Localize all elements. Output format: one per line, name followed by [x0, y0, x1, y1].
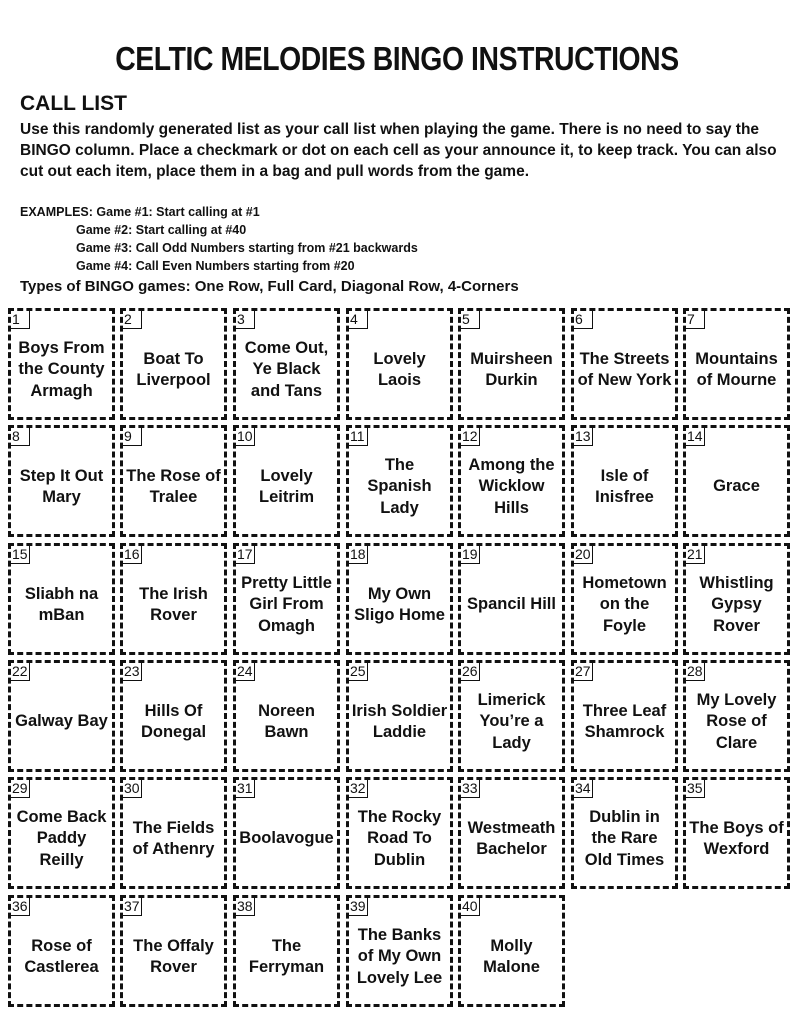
call-cell: [120, 777, 227, 889]
song-title: Sliabh na mBan: [24, 584, 99, 624]
song-title: The Banks of My Own Lovely Lee: [356, 925, 443, 987]
call-cell: [683, 777, 790, 889]
cell-number: 32: [349, 780, 368, 798]
song-title: Hometown on the Foyle: [582, 573, 667, 635]
song-title: The Offaly Rover: [133, 936, 214, 976]
call-cell: [233, 543, 340, 655]
song-title: Whistling Gypsy Rover: [699, 573, 774, 635]
call-cell: [458, 425, 565, 537]
call-cell: [120, 895, 227, 1007]
song-title: The Rocky Road To Dublin: [357, 807, 442, 869]
examples-block: [20, 203, 418, 275]
call-cell: [233, 895, 340, 1007]
section-heading: CALL LIST: [20, 92, 127, 115]
song-title: Dublin in the Rare Old Times: [584, 807, 665, 869]
song-title: Limerick You’re a Lady: [477, 690, 546, 752]
call-cell: [458, 660, 565, 772]
cell-number: 4: [349, 311, 368, 329]
cell-number: 6: [574, 311, 593, 329]
cell-number: 38: [236, 898, 255, 916]
cell-number: 26: [461, 663, 480, 681]
call-cell: [458, 895, 565, 1007]
call-cell: [8, 425, 115, 537]
song-title: Galway Bay: [15, 712, 108, 731]
song-title: Come Back Paddy Reilly: [16, 807, 107, 869]
cell-number: 18: [349, 546, 368, 564]
example-text: Game #1: Start calling at #1: [96, 205, 260, 219]
song-title: The Fields of Athenry: [132, 818, 215, 858]
cell-number: 40: [461, 898, 480, 916]
page-title: CELTIC MELODIES BINGO INSTRUCTIONS: [115, 40, 679, 77]
call-cell: [683, 425, 790, 537]
song-title: Rose of Castlerea: [24, 936, 99, 976]
call-cell: [120, 543, 227, 655]
cell-number: 36: [11, 898, 30, 916]
intro-paragraph: Use this randomly generated list as your call list when playing the game. There is no need to say the BINGO column. Place a checkmark or dot on each cell as your announce it, to keep track. You can also cut out each item, place them in a bag and pull words from the game.: [20, 121, 777, 180]
song-title: Grace: [713, 477, 760, 496]
call-cell: [120, 660, 227, 772]
song-title: My Lovely Rose of Clare: [696, 690, 777, 752]
example-row-3: Game #3: Call Odd Numbers starting from #21 backwards: [76, 241, 418, 255]
call-cell: [458, 543, 565, 655]
example-row-1: [20, 203, 418, 221]
cell-number: 37: [123, 898, 142, 916]
cell-number: 23: [123, 663, 142, 681]
cell-number: 16: [123, 546, 142, 564]
cell-number: 13: [574, 428, 593, 446]
song-title: Hills Of Donegal: [140, 701, 207, 741]
song-title: Muirsheen Durkin: [470, 349, 553, 389]
call-cell: [346, 543, 453, 655]
call-cell: [458, 777, 565, 889]
cell-number: 19: [461, 546, 480, 564]
cell-number: 9: [123, 428, 142, 446]
cell-number: 8: [11, 428, 30, 446]
call-cell: [571, 777, 678, 889]
cell-number: 14: [686, 428, 705, 446]
song-title: Westmeath Bachelor: [467, 818, 556, 858]
example-row-4: Game #4: Call Even Numbers starting from #20: [76, 259, 355, 273]
song-title: Isle of Inisfree: [595, 466, 654, 506]
song-title: Spancil Hill: [467, 595, 556, 614]
call-cell: [8, 777, 115, 889]
song-title: Lovely Leitrim: [258, 466, 314, 506]
cell-number: 10: [236, 428, 255, 446]
call-cell: [233, 425, 340, 537]
call-cell: [346, 308, 453, 420]
cell-number: 22: [11, 663, 30, 681]
song-title: Three Leaf Shamrock: [582, 701, 667, 741]
call-cell: [8, 895, 115, 1007]
song-title: Irish Soldier Laddie: [351, 701, 448, 741]
song-title: Molly Malone: [483, 936, 540, 976]
call-cell: [346, 777, 453, 889]
cell-number: 28: [686, 663, 705, 681]
song-title: The Rose of Tralee: [126, 466, 221, 506]
song-title: The Streets of New York: [577, 349, 672, 389]
cell-number: 17: [236, 546, 255, 564]
cell-number: 21: [686, 546, 705, 564]
song-title: The Spanish Lady: [367, 455, 432, 517]
examples-label: EXAMPLES:: [20, 205, 93, 219]
song-title: Boat To Liverpool: [136, 349, 211, 389]
cell-number: 3: [236, 311, 255, 329]
song-title: Pretty Little Girl From Omagh: [241, 573, 332, 635]
cell-number: 1: [11, 311, 30, 329]
cell-number: 39: [349, 898, 368, 916]
cell-number: 15: [11, 546, 30, 564]
cell-number: 27: [574, 663, 593, 681]
example-row-2: Game #2: Start calling at #40: [76, 223, 247, 237]
cell-number: 5: [461, 311, 480, 329]
call-cell: [346, 895, 453, 1007]
song-title: Mountains of Mourne: [695, 349, 778, 389]
cell-number: 34: [574, 780, 593, 798]
cell-number: 2: [123, 311, 142, 329]
song-title: Come Out, Ye Black and Tans: [244, 338, 329, 400]
call-cell: [233, 777, 340, 889]
cell-number: 35: [686, 780, 705, 798]
game-types: Types of BINGO games: One Row, Full Card, Diagonal Row, 4-Corners: [20, 278, 519, 295]
song-title: Noreen Bawn: [258, 701, 315, 741]
cell-number: 7: [686, 311, 705, 329]
call-cell: [346, 660, 453, 772]
cell-number: 20: [574, 546, 593, 564]
song-title: The Ferryman: [248, 936, 325, 976]
call-cell: [683, 308, 790, 420]
cell-number: 24: [236, 663, 255, 681]
cell-number: 11: [349, 428, 368, 446]
song-title: The Irish Rover: [139, 584, 208, 624]
cell-number: 25: [349, 663, 368, 681]
song-title: Boolavogue: [239, 829, 334, 848]
cell-number: 30: [123, 780, 142, 798]
call-cell: [8, 308, 115, 420]
cell-number: 29: [11, 780, 30, 798]
call-cell: [571, 660, 678, 772]
call-cell: [571, 308, 678, 420]
call-cell: [571, 543, 678, 655]
call-cell: [8, 660, 115, 772]
song-title: The Boys of Wexford: [689, 818, 784, 858]
song-title: Among the Wicklow Hills: [468, 455, 555, 517]
song-title: My Own Sligo Home: [354, 584, 445, 624]
call-cell: [571, 425, 678, 537]
song-title: Lovely Laois: [373, 349, 426, 389]
call-cell: [120, 308, 227, 420]
call-cell: [8, 543, 115, 655]
song-title: Boys From the County Armagh: [18, 338, 105, 400]
call-cell: [233, 308, 340, 420]
cell-number: 12: [461, 428, 480, 446]
song-title: Step It Out Mary: [19, 466, 104, 506]
cell-number: 31: [236, 780, 255, 798]
call-cell: [120, 425, 227, 537]
call-cell: [458, 308, 565, 420]
call-cell: [683, 660, 790, 772]
call-cell: [683, 543, 790, 655]
cell-number: 33: [461, 780, 480, 798]
call-cell: [346, 425, 453, 537]
call-cell: [233, 660, 340, 772]
